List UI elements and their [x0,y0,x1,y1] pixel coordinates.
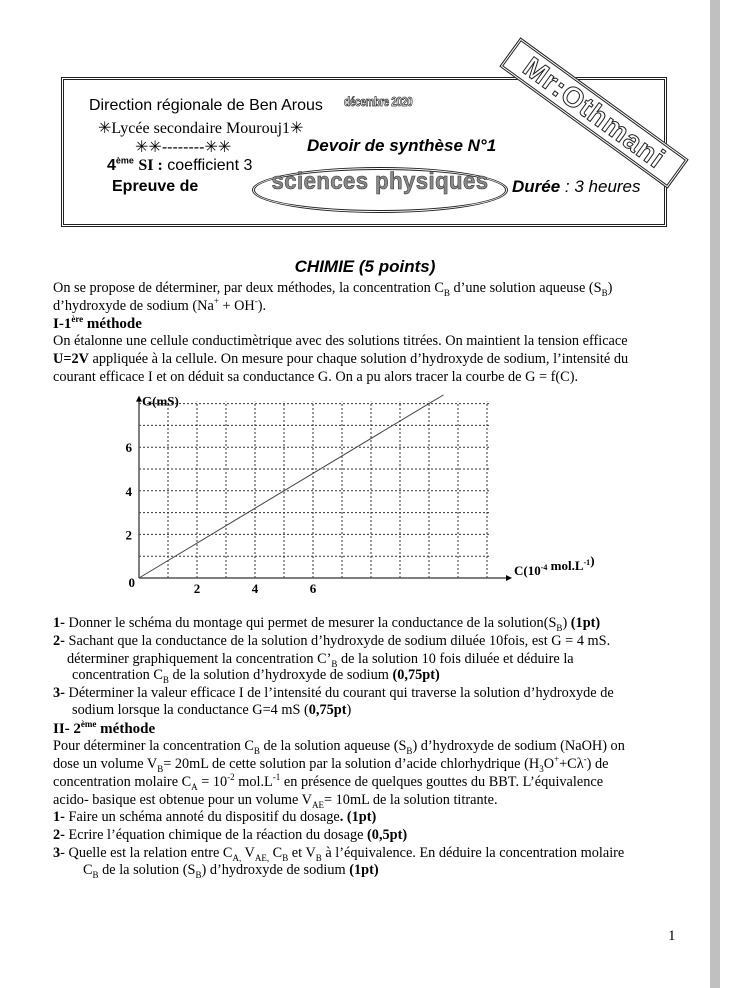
x-tick-label: 2 [193,581,201,596]
method2-para-1: Pour déterminer la concentration $C_B$ de la solution aqueuse $(S_B)$ d’hydroxyde de sodium (NaOH) on [53,738,625,756]
method1-para-2: U=2V appliquée à la cellule. On mesure pour chaque solution d’hydroxyde de sodium, l’intensité du [53,351,629,367]
question-2-3: 3- Quelle est la relation entre $C_{A,}$ $V_{AE,}$ $C_B$ et $V_B$ à l’équivalence. En déduire la concentration molaire [53,845,625,863]
level-sup: ème [115,155,134,166]
question-1-2-cont-2: concentration $C_B$ de la solution d’hydroxyde de sodium (0,75pt) [72,667,440,685]
question-1-3: 3- Déterminer la valeur efficace I de l’intensité du courant qui traverse la solution d’hydroxyde de [53,685,614,701]
method2-para-2: dose un volume $V_B= 20mL$ de cette solution par la solution d’acide chlorhydrique $(H_3O^++C\lambda^-)$ de [53,754,609,774]
direction-text: Direction régionale de Ben Arous [89,97,323,114]
page-number: 1 [668,928,676,944]
level-number: 4 [107,157,116,174]
x-axis-label: $C(10^{-4}$ $mol.L^{-1}$) [514,553,595,578]
author-stamp-text: Mr:Othmani [517,50,671,175]
duration-label: Durée [512,177,561,196]
level-coef: coefficient 3 [162,157,253,174]
y-axis-label: G(mS) [142,393,179,409]
level-class: SI : [138,157,163,174]
method1-para-3: courant efficace I et on déduit sa conductance G. On a pu alors tracer la courbe de G = f(C). [53,369,579,385]
question-1-1: 1- Donner le schéma du montage qui permet de mesurer la conductance de la $solution(S_B)$ (1pt) [53,615,601,633]
series-line [139,395,444,578]
y-tick-label: 2 [125,527,132,543]
date-text: décembre 2020 [344,94,413,109]
page-margin-strip [710,0,720,988]
x-tick-label: 4 [251,581,259,596]
question-1-3-cont: sodium lorsque la conductance G=4 mS (0,75pt) [72,702,352,718]
question-1-2-cont-1: déterminer graphiquement la concentration $C’_B$ de la solution 10 fois diluée et déduire la [67,651,574,669]
question-1-2: 2- Sachant que la conductance de la solution d’hydroxyde de sodium diluée 10fois, est G = 4 mS. [53,633,611,649]
exam-title: Devoir de synthèse N°1 [307,136,497,155]
level-text [107,157,252,175]
epreuve-label: Epreuve de [112,178,199,195]
method2-para-4: acido- basique est obtenue pour un volume $V_{AE}= 10mL$ de la solution titrante. [53,792,498,810]
method1-para-1: On étalonne une cellule conductimètrique avec des solutions titrées. On maintient la tension efficace [53,333,628,349]
y-tick-label: 6 [125,440,132,456]
lycee-text: ✳Lycée secondaire Mourouj1✳ [98,120,304,137]
question-2-3-cont: $C_B$ de la solution $(S_B)$ d’hydroxyde de sodium (1pt) [83,862,379,880]
intro-line-1: On se propose de déterminer, par deux méthodes, la concentration $C_B$ d’une solution aqueuse $(S_B)$ [53,280,613,298]
x-axis-arrow [506,575,512,581]
intro-line-2: d’hydroxyde de sodium (Na+ + OH-). [53,296,267,314]
duration-value: : 3 heures [560,177,641,196]
subject-title: sciences physiques [271,168,489,195]
duration-text [512,177,641,197]
y-tick-label: 4 [125,483,132,499]
x-tick-label: 6 [309,581,317,596]
method2-heading: II- 2ème méthode [53,719,156,737]
question-2-2: 2- Ecrire l’équation chimique de la réaction du dosage (0,5pt) [53,827,408,843]
section-title: CHIMIE (5 points) [294,257,436,276]
method2-para-3: concentration molaire $C_A = 10^{-2}$ $mol.L^{-1}$ en présence de quelques gouttes du BBT. L’équivalence [53,772,604,792]
method1-heading: I-1ère méthode [53,314,142,332]
origin-label: 0 [128,575,135,590]
conductance-chart [110,388,595,600]
question-2-1: 1- Faire un schéma annoté du dispositif du dosage. (1pt) [53,809,377,825]
separator-text: ✳✳--------✳✳ [135,139,232,156]
